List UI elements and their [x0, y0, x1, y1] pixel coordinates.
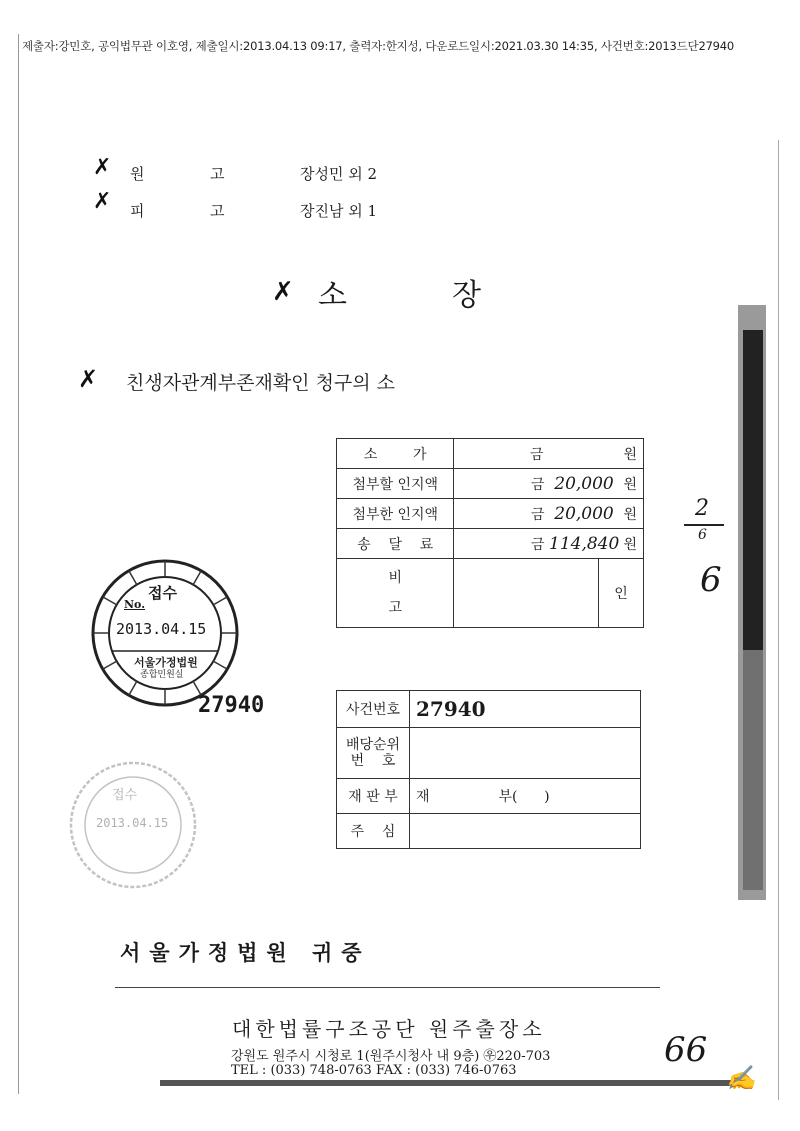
fee-table [336, 438, 644, 628]
document-title-char-2: 장 [452, 278, 481, 313]
check-mark-icon: ✗ [78, 365, 99, 393]
case-number-label: 사건번호 [337, 691, 410, 728]
plaintiff-row [130, 163, 430, 185]
margin-big-digit: 6 [700, 560, 722, 600]
plaintiff-role-1: 원 [130, 165, 145, 183]
remarks-row [337, 559, 644, 628]
case-row [337, 691, 641, 728]
check-mark-icon: ✗ [93, 155, 112, 180]
fee-label: 소 가 [337, 439, 454, 469]
defendant-role-2: 고 [210, 202, 225, 220]
receipt-stamp [90, 558, 240, 708]
faded-stamp-date: 2013.04.15 [96, 816, 169, 830]
check-mark-icon: ✗ [93, 189, 112, 214]
document-title-char-1: 소 [318, 278, 347, 313]
stamp-court: 서울가정법원 [134, 656, 198, 669]
case-number-value: 27940 [410, 691, 641, 728]
footer-bar [160, 1080, 740, 1086]
division-value: 재 부( ) [410, 779, 641, 814]
office-name: 대한법률구조공단 원주출장소 [232, 1017, 546, 1041]
fee-row [337, 469, 644, 499]
submission-header: 제출자:강민호, 공익법무관 이호영, 제출일시:2013.04.13 09:17, 출력자:한지성, 다운로드일시:2021.03.30 14:35, 사건번호:2013드단27940 [22, 39, 735, 53]
stamp-no-label: No. [124, 598, 146, 611]
fee-value: 금 원 [454, 439, 644, 469]
remarks-label: 비 고 [337, 559, 454, 628]
check-mark-icon: ✗ [272, 277, 294, 307]
fee-row [337, 499, 644, 529]
defendant-row [130, 200, 430, 222]
office-contact: TEL : (033) 748-0763 FAX : (033) 746-0763 [231, 1063, 517, 1078]
margin-bottom-note: 66 [664, 1030, 708, 1070]
scan-edge-dark [743, 330, 763, 650]
fee-label: 첨부할 인지액 [337, 469, 454, 499]
assignment-label: 배당순위 번 호 [337, 728, 410, 779]
office-address: 강원도 원주시 시청로 1(원주시청사 내 9층) ㉾220-703 [231, 1049, 551, 1064]
signature-scribble-icon: ✍ [726, 1064, 756, 1092]
fee-row [337, 439, 644, 469]
margin-fraction-bottom: 6 [698, 527, 707, 543]
faded-stamp-title: 접수 [112, 788, 138, 803]
stamp-date: 2013.04.15 [116, 620, 207, 638]
footer-divider [115, 987, 660, 988]
judge-label: 주 심 [337, 814, 410, 849]
left-page-border [18, 34, 19, 1094]
fee-value: 금 114,840 원 [454, 529, 644, 559]
margin-fraction-line [684, 524, 724, 526]
case-row [337, 728, 641, 779]
division-label: 재 판 부 [337, 779, 410, 814]
plaintiff-name: 장성민 외 2 [300, 165, 378, 183]
stamp-office: 종합민원실 [140, 670, 184, 680]
fee-label: 송 달 료 [337, 529, 454, 559]
plaintiff-role-2: 고 [210, 165, 225, 183]
stamp-number: 27940 [198, 693, 265, 718]
judge-value [410, 814, 641, 849]
addressee: 서울가정법원 귀중 [120, 940, 371, 965]
fee-label: 첨부한 인지액 [337, 499, 454, 529]
case-row [337, 779, 641, 814]
remarks-value [454, 559, 599, 628]
scan-edge-mid [743, 650, 763, 890]
assignment-value [410, 728, 641, 779]
case-table [336, 690, 641, 849]
stamp-title: 접수 [148, 584, 177, 602]
fee-value: 금 20,000 원 [454, 499, 644, 529]
seal-label: 인 [599, 559, 644, 628]
faded-stamp [68, 760, 198, 890]
case-name: 친생자관계부존재확인 청구의 소 [126, 372, 396, 394]
case-row [337, 814, 641, 849]
defendant-name: 장진남 외 1 [300, 202, 378, 220]
margin-fraction-top: 2 [695, 496, 709, 521]
fee-row [337, 529, 644, 559]
defendant-role-1: 피 [130, 202, 145, 220]
fee-value: 금 20,000 원 [454, 469, 644, 499]
right-page-border [778, 140, 779, 1100]
